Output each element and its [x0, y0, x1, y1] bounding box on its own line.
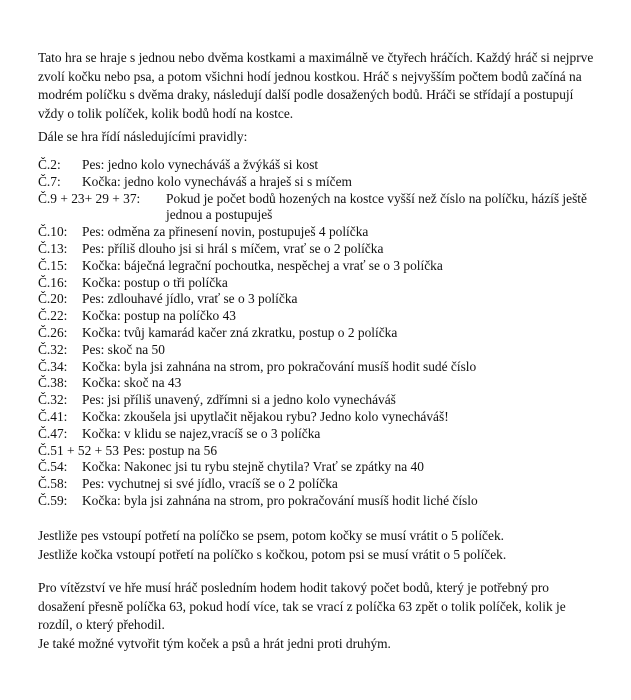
rule-item	[38, 342, 608, 359]
victory-paragraph	[38, 579, 598, 653]
rule-item	[38, 291, 608, 308]
rule-text: Pes: jsi příliš unavený, zdřímni si a jedno kolo vynecháváš	[82, 392, 396, 408]
rule-text: Kočka: jedno kolo vynecháváš a hraješ si s míčem	[82, 173, 352, 189]
rule-text: Kočka: tvůj kamarád kačer zná zkratku, postup o 2 políčka	[82, 324, 398, 340]
rule-label: Č.32:	[38, 341, 68, 357]
rule-item	[38, 409, 608, 426]
rules-lead-paragraph: Dále se hra řídí následujícími pravidly:	[38, 129, 248, 144]
rule-text: Pes: jedno kolo vynecháváš a žvýkáš si kost	[82, 157, 319, 172]
rule-item	[38, 476, 608, 493]
rule-label: Č.26:	[38, 324, 68, 340]
rule-label: Č.59:	[38, 492, 68, 508]
rule-label: Č.51 + 52 + 53	[38, 442, 119, 458]
rule-text: Pes: vychutnej si své jídlo, vracíš se o 2 políčka	[82, 476, 338, 492]
rule-label: Č.7:	[38, 173, 61, 189]
rule-text: Kočka: postup na políčko 43	[82, 308, 236, 324]
rule-item	[38, 174, 608, 191]
rule-text: Pes: postup na 56	[122, 442, 218, 458]
rule-label: Č.54:	[38, 459, 68, 475]
rule-item	[38, 459, 608, 476]
rule-text: Kočka: skoč na 43	[82, 375, 182, 391]
rule-text: Pes: skoč na 50	[82, 341, 165, 357]
rule-text: Kočka: v klidu se najez,vracíš se o 3 políčka	[82, 425, 321, 441]
rule-label: Č.47:	[38, 425, 68, 441]
rule-text: Kočka: Nakonec jsi tu rybu stejně chytila? Vrať se zpátky na 40	[82, 459, 424, 475]
rule-item	[38, 443, 608, 460]
rule-item	[38, 241, 608, 258]
rule-label: Č.10:	[38, 224, 68, 240]
rule-text: Pes: příliš dlouho jsi si hrál s míčem, vrať se o 2 políčka	[82, 240, 384, 256]
rule-label: Č.15:	[38, 257, 68, 273]
rule-label: Č.58:	[38, 476, 68, 492]
rule-item	[38, 375, 608, 392]
rule-label: Č.34:	[38, 358, 68, 374]
rule-item	[38, 258, 608, 275]
rule-text: Pes: odměna za přinesení novin, postupuješ 4 políčka	[82, 224, 369, 240]
rule-item	[38, 224, 608, 241]
rule-label: Č.41:	[38, 408, 68, 424]
penalty-cat-line: Jestliže kočka vstoupí potřetí na políčko s kočkou, potom psi se musí vrátit o 5 políček.	[38, 546, 507, 562]
penalty-dog-line: Jestliže pes vstoupí potřetí na políčko se psem, potom kočky se musí vrátit o 5 políček.	[38, 528, 504, 543]
rule-label: Č.2:	[38, 157, 61, 172]
rule-label: Č.9 + 23+ 29 + 37:	[38, 190, 141, 206]
rule-text: Kočka: byla jsi zahnána na strom, pro pokračování musíš hodit liché číslo	[82, 492, 478, 508]
rule-item	[38, 275, 608, 292]
rule-label: Č.22:	[38, 308, 68, 324]
rule-label: Č.20:	[38, 291, 68, 307]
victory-text: Pro vítězství ve hře musí hráč posledním hodem hodit takový počet bodů, který je potřebný pro dosažení přesně políčka 63, pokud hodí více, tak se vrací z políčka 63 zpět o tolik políček, kolik je rozdíl, o který přehodil.	[38, 580, 566, 633]
intro-paragraph: Tato hra se hraje s jednou nebo dvěma kostkami a maximálně ve čtyřech hráčích. Každý hráč si nejprve zvolí kočku nebo psa, a potom všichni hodí jednou kostkou. Hráč s nejvyšším počtem bodů začíná na modrém políčku s dvěma draky, následují další podle dosažených bodů. Hráči se střídají a postupují vždy o tolik políček, kolik bodů hodí na kostce.	[38, 50, 594, 121]
rule-item	[38, 392, 608, 409]
rule-label: Č.38:	[38, 375, 68, 391]
rule-label: Č.13:	[38, 240, 68, 256]
rule-item	[38, 191, 608, 225]
rule-text: Pes: zdlouhavé jídlo, vrať se o 3 políčka	[82, 291, 298, 307]
rule-text: Kočka: byla jsi zahnána na strom, pro pokračování musíš hodit sudé číslo	[82, 358, 477, 374]
rule-item	[38, 426, 608, 443]
teams-text: Je také možné vytvořit tým koček a psů a hrát jedni proti druhým.	[38, 635, 391, 651]
rule-text: Pokud je počet bodů hozených na kostce vyšší než číslo na políčku, házíš ještě jednou a postupuješ	[166, 190, 587, 223]
rule-item	[38, 493, 608, 510]
rule-text: Kočka: zkoušela jsi upytlačit nějakou rybu? Jedno kolo vynecháváš!	[82, 408, 449, 424]
rule-item	[38, 308, 608, 325]
rule-item	[38, 325, 608, 342]
rule-text: Kočka: postup o tři políčka	[82, 274, 228, 290]
rule-label: Č.32:	[38, 392, 68, 408]
rule-text: Kočka: báječná legrační pochoutka, nespěchej a vrať se o 3 políčka	[82, 257, 443, 273]
penalty-paragraph	[38, 527, 598, 564]
rules-list	[38, 157, 608, 510]
rule-item	[38, 157, 608, 174]
rule-label: Č.16:	[38, 274, 68, 290]
rule-item	[38, 359, 608, 376]
